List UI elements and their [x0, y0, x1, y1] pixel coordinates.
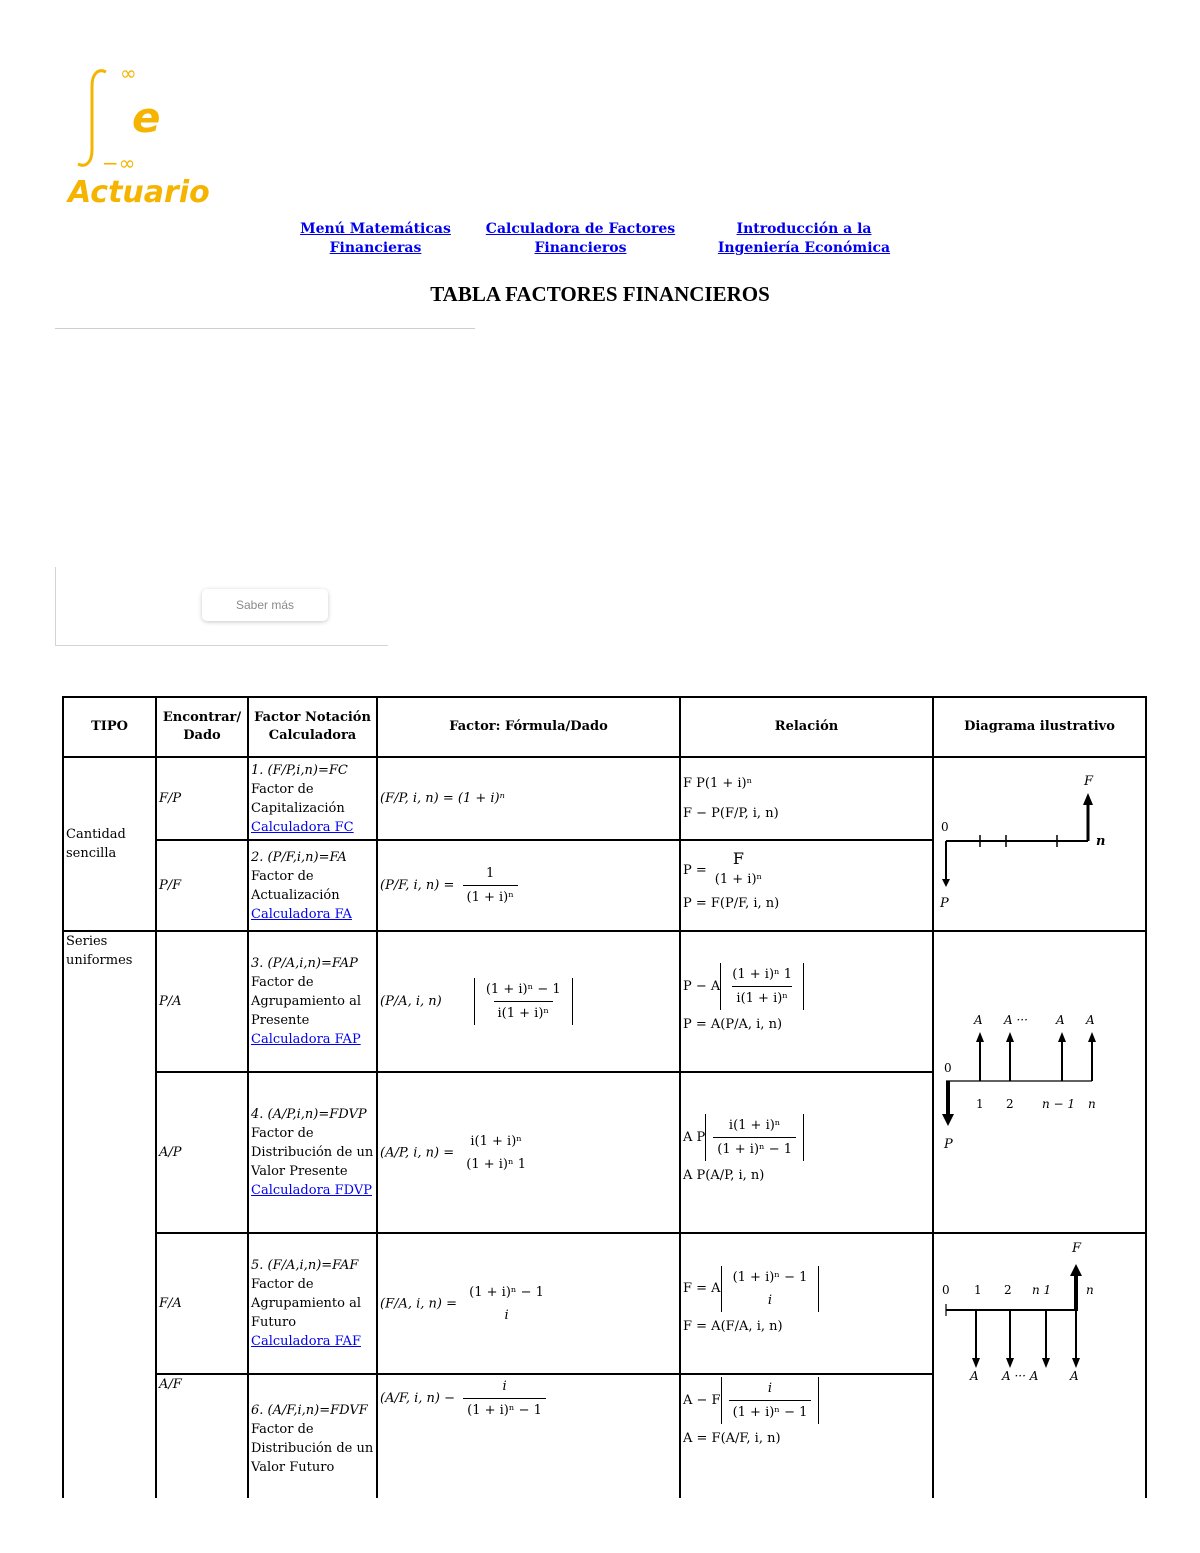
diagram-zero-label: 0: [944, 1061, 952, 1075]
relation-lhs: A − F: [683, 1393, 721, 1408]
diagram-tick-label: n − 1: [1042, 1097, 1076, 1111]
diagram-A-label: A: [1056, 1013, 1065, 1027]
diagram-F-label: F: [1072, 1241, 1082, 1256]
formula-cell: [377, 1374, 680, 1504]
fraction-denominator: (1 + i)ⁿ − 1: [463, 1398, 546, 1420]
group-uniform: Series uniformes: [63, 931, 156, 1504]
logo-infinity-bottom: −∞: [102, 151, 136, 175]
relation-cell: [680, 840, 933, 931]
relation-fraction: [728, 965, 796, 1008]
diagram-A-label: A: [970, 1369, 979, 1383]
find-cell: P/F: [156, 840, 248, 931]
relation-line: P = A(P/A, i, n): [683, 1017, 783, 1033]
diagram-tick-label: n 1: [1032, 1283, 1052, 1297]
relation-fraction: [729, 1379, 812, 1422]
relation-line: [683, 963, 930, 1010]
diagram-tick-label: 1: [974, 1283, 982, 1297]
factor-name: Factor de Distribución de un Valor Futuro: [251, 1422, 374, 1475]
table-row: [63, 757, 1146, 840]
diagram-tick-label: 1: [976, 1097, 984, 1111]
relation-line: F P(1 + i)ⁿ: [683, 775, 753, 791]
relation-fraction: [729, 1268, 812, 1310]
fraction-numerator: F: [732, 849, 745, 868]
formula-bracket: [474, 978, 573, 1025]
group-single: Cantidad sencilla: [63, 757, 156, 931]
diagram-A-label: A: [974, 1013, 983, 1027]
relation-lhs: P − A: [683, 979, 721, 995]
page-bottom-mask: [0, 1498, 1200, 1553]
find-cell: P/A: [156, 931, 248, 1072]
header-diagram: Diagrama ilustrativo: [933, 697, 1146, 757]
page-title: TABLA FACTORES FINANCIEROS: [430, 282, 770, 306]
relation-bracket: [721, 1266, 820, 1312]
formula-cell: [377, 1072, 680, 1233]
relation-line: [683, 1266, 930, 1312]
fraction-denominator: (1 + i)ⁿ: [714, 872, 763, 887]
relation-line: [683, 1377, 930, 1424]
diagram-zero-label: 0: [942, 1283, 950, 1297]
fraction-numerator: 1: [486, 866, 495, 881]
fraction-numerator: (1 + i)ⁿ 1: [732, 967, 793, 983]
relation-cell: [680, 931, 933, 1072]
factor-name: Factor de Actualización: [251, 868, 340, 903]
factor-name: Factor de Capitalización: [251, 781, 345, 816]
notation-cell: [248, 1233, 377, 1374]
fraction-denominator: i(1 + i)ⁿ: [732, 986, 792, 1008]
factor-code: 6. (A/F,i,n)=FDVF: [251, 1403, 368, 1418]
actuario-logo[interactable]: [62, 60, 212, 210]
fraction-numerator: i(1 + i)ⁿ: [470, 1133, 522, 1149]
diagram-A-label: A: [1086, 1013, 1095, 1027]
find-cell: F/P: [156, 757, 248, 840]
notation-cell: [248, 757, 377, 840]
diagram-single: [933, 757, 1146, 931]
relation-cell: [680, 1374, 933, 1504]
relation-cell: [680, 1072, 933, 1233]
fraction-denominator: i: [767, 1292, 773, 1308]
diagram-zero-label: 0: [941, 820, 949, 834]
fraction-numerator: i(1 + i)ⁿ: [728, 1118, 781, 1134]
diagram-n-label: n: [1096, 834, 1106, 849]
diagram-present-series: [933, 931, 1146, 1233]
formula-text: (F/P, i, n) = (1 + i)ⁿ: [380, 791, 505, 806]
relation-fraction: [711, 849, 766, 889]
divider: [55, 328, 475, 329]
relation-bracket: [721, 1377, 820, 1424]
relation-line: [683, 1114, 930, 1161]
fraction-numerator: i: [767, 1381, 773, 1396]
relation-line: F = A(F/A, i, n): [683, 1318, 783, 1334]
formula-fraction: [462, 1132, 530, 1174]
diagram-tick-label: n: [1086, 1283, 1094, 1297]
fraction-denominator: i: [504, 1307, 509, 1323]
logo-letter-e: e: [132, 93, 161, 142]
formula-lhs: (P/F, i, n) =: [380, 878, 455, 893]
fraction-numerator: (1 + i)ⁿ − 1: [485, 982, 561, 998]
header-formula: Factor: Fórmula/Dado: [377, 697, 680, 757]
formula-fraction: [482, 980, 565, 1023]
calculator-link-fap[interactable]: Calculadora FAP: [251, 1032, 361, 1048]
factor-name: Factor de Distribución de un Valor Presente: [251, 1126, 374, 1180]
fraction-denominator: (1 + i)ⁿ 1: [466, 1156, 527, 1172]
relation-bracket: [705, 1114, 804, 1161]
diagram-P-label: P: [944, 1137, 953, 1152]
nav-link-introduccion-ingenieria[interactable]: Introducción a la Ingeniería Económica: [717, 221, 891, 256]
formula-fraction: [465, 1283, 548, 1325]
formula-lhs: (A/P, i, n) =: [380, 1145, 455, 1161]
fraction-numerator: i: [502, 1379, 507, 1394]
formula-lhs: (A/F, i, n) −: [380, 1391, 455, 1406]
factor-code: 5. (F/A,i,n)=FAF: [251, 1258, 359, 1273]
header-find: Encontrar/ Dado: [156, 697, 248, 757]
logo-wordmark: Actuario: [68, 175, 210, 210]
fraction-denominator: (1 + i)ⁿ − 1: [729, 1400, 812, 1422]
header-relation: Relación: [680, 697, 933, 757]
relation-lhs: F = A: [683, 1281, 721, 1296]
factor-code: 1. (F/P,i,n)=FC: [251, 762, 348, 778]
find-cell: A/F: [156, 1374, 248, 1504]
calculator-link-fa[interactable]: Calculadora FA: [251, 906, 352, 922]
table-header-row: [63, 697, 1146, 757]
top-nav: [0, 220, 1200, 260]
factor-code: 2. (P/F,i,n)=FA: [251, 849, 347, 865]
nav-link-menu-matematicas[interactable]: Menú Matemáticas Financieras: [300, 221, 451, 256]
header-notation: Factor Notación Calculadora: [248, 697, 377, 757]
table-row: [63, 1233, 1146, 1374]
calculator-link-fc[interactable]: Calculadora FC: [251, 819, 354, 835]
relation-cell: [680, 1233, 933, 1374]
factors-table: [62, 696, 1147, 1505]
formula-cell: [377, 1233, 680, 1374]
find-cell: A/P: [156, 1072, 248, 1233]
notation-cell: [248, 931, 377, 1072]
formula-lhs: (F/A, i, n) =: [380, 1296, 458, 1311]
calculator-link-fdvp[interactable]: Calculadora FDVP: [251, 1183, 373, 1199]
find-cell: F/A: [156, 1233, 248, 1374]
relation-fraction: [713, 1116, 796, 1159]
formula-lhs: (P/A, i, n): [380, 994, 442, 1010]
fraction-denominator: (1 + i)ⁿ − 1: [713, 1137, 796, 1159]
notation-cell: [248, 1374, 377, 1504]
relation-line: A = F(A/F, i, n): [683, 1431, 781, 1446]
relation-line: [683, 849, 930, 889]
formula-fraction: [463, 1377, 546, 1420]
relation-lhs: A P: [683, 1130, 706, 1146]
diagram-future-series: [933, 1233, 1146, 1504]
fraction-numerator: (1 + i)ⁿ − 1: [469, 1284, 544, 1300]
diagram-tick-label: n: [1088, 1097, 1096, 1111]
notation-cell: [248, 1072, 377, 1233]
relation-line: A P(A/P, i, n): [683, 1168, 765, 1184]
notation-cell: [248, 840, 377, 931]
diagram-tick-label: 2: [1004, 1283, 1012, 1297]
ad-frame: [55, 567, 388, 646]
factor-name: Factor de Agrupamiento al Futuro: [251, 1277, 362, 1330]
fraction-denominator: (1 + i)ⁿ: [463, 885, 518, 907]
relation-cell: [680, 757, 933, 840]
logo-infinity-top: ∞: [120, 61, 137, 85]
factor-name: Factor de Agrupamiento al Presente: [251, 975, 362, 1029]
diagram-P-label: P: [940, 896, 949, 911]
diagram-F-label: F: [1084, 774, 1094, 789]
formula-fraction: [463, 864, 518, 907]
relation-lhs: P =: [683, 863, 707, 878]
formula-cell: [377, 757, 680, 840]
fraction-numerator: (1 + i)ⁿ − 1: [732, 1269, 808, 1285]
calculator-link-faf[interactable]: Calculadora FAF: [251, 1334, 361, 1349]
formula-cell: [377, 931, 680, 1072]
formula-cell: [377, 840, 680, 931]
relation-bracket: [720, 963, 804, 1010]
diagram-A-label: A ··· A: [1002, 1369, 1039, 1383]
ad-learn-more-button[interactable]: Saber más: [202, 589, 328, 621]
relation-line: F − P(F/P, i, n): [683, 805, 779, 821]
factor-code: 4. (A/P,i,n)=FDVP: [251, 1107, 367, 1123]
relation-line: P = F(P/F, i, n): [683, 896, 780, 911]
factor-code: 3. (P/A,i,n)=FAP: [251, 956, 358, 972]
header-tipo: TIPO: [63, 697, 156, 757]
table-row: [63, 931, 1146, 1072]
fraction-denominator: i(1 + i)ⁿ: [494, 1001, 554, 1023]
diagram-tick-label: 2: [1006, 1097, 1014, 1111]
diagram-A-label: A ···: [1004, 1013, 1028, 1027]
diagram-A-label: A: [1070, 1369, 1079, 1383]
nav-link-calculadora-factores[interactable]: Calculadora de Factores Financieros: [485, 221, 676, 256]
